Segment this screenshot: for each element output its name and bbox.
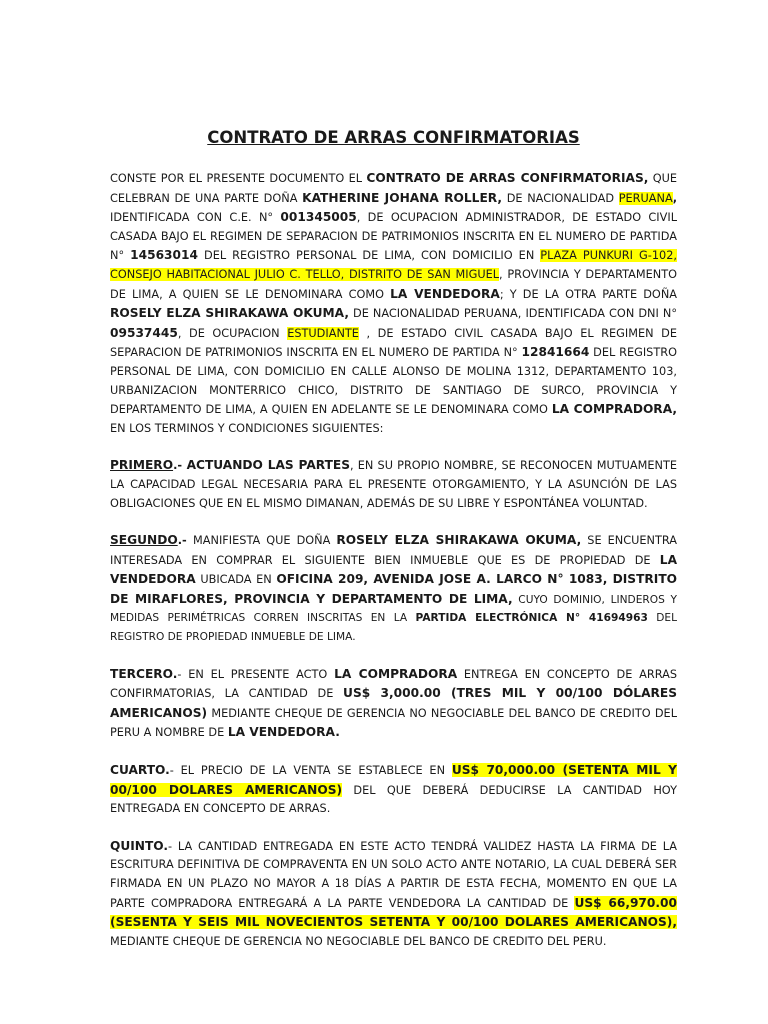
clause-tercero-buyer: LA COMPRADORA [334, 666, 458, 681]
intro-text-11: , DE ESTADO CIVIL CASADA BAJO EL REGIMEN DE SEPARACION DE PATRIMONIOS INSCRITA EN EL NUMERO DE PARTIDA N° [110, 326, 677, 360]
clause-quinto-sep: - [168, 839, 178, 853]
document-page [110, 128, 677, 969]
seller-nationality-highlight: PERUANA [618, 191, 673, 205]
clause-tercero-seller: LA VENDEDORA. [227, 725, 340, 740]
intro-text-5: , DE OCUPACION ADMINISTRADOR, DE ESTADO CIVIL CASADA BAJO EL REGIMEN DE SEPARACION DE PATRIMONIOS INSCRITA EN EL NUMERO DE PARTIDA N° [110, 211, 677, 263]
clause-quinto-heading: QUINTO. [110, 838, 169, 853]
clause-cuarto-price-highlight: US$ 70,000.00 (SETENTA MIL Y 00/100 DOLARES AMERICANOS) [110, 763, 678, 797]
buyer-dni-number: 09537445 [110, 325, 178, 340]
clause-quinto-text-1: LA CANTIDAD ENTREGADA EN ESTE ACTO TENDRÁ VALIDEZ HASTA LA FIRMA DE LA ESCRITURA DEFINITIVA DE COMPRAVENTA EN UN SOLO ACTO ANTE NOTARIO, LA CUAL DEBERÁ SER FIRMADA EN UN PLAZO NO MAYOR A 18 DÍAS A PARTIR DE ESTA FECHA, MOMENTO EN QUE LA PARTE COMPRADORA ENTREGARÁ A LA PARTE VENDEDORA LA CANTIDAD DE [110, 839, 677, 910]
clause-segundo-heading: SEGUNDO [110, 533, 178, 548]
clause-primero-heading: PRIMERO [110, 458, 174, 473]
clause-segundo-partida: PARTIDA ELECTRÓNICA N° 41694963 [415, 612, 648, 625]
intro-text-10: , DE OCUPACION [177, 326, 288, 340]
clause-quinto-amount-highlight: US$ 66,970.00 (SESENTA Y SEIS MIL NOVECIENTOS SETENTA Y 00/100 DOLARES AMERICANOS), [110, 895, 677, 930]
clause-tercero-text-1: EN EL PRESENTE ACTO [188, 667, 335, 681]
clause-segundo [110, 531, 677, 647]
clause-tercero-text-3: MEDIANTE CHEQUE DE GERENCIA NO NEGOCIABLE DEL BANCO DE CREDITO DEL PERU A NOMBRE DE [110, 706, 677, 740]
intro-text-2: QUE CELEBRAN DE UNA PARTE DOÑA [110, 172, 678, 205]
clause-primero-text: , EN SU PROPIO NOMBRE, SE RECONOCEN MUTUAMENTE LA CAPACIDAD LEGAL NECESARIA PARA EL PRESENTE OTORGAMIENTO, Y LA ASUNCIÓN DE LAS OBLIGACIONES QUE EN EL MISMO DIMANAN, ADEMÁS DE SU LIBRE Y ESPONTÁNEA VOLUNTAD. [110, 459, 677, 510]
clause-segundo-text-4: CUYO DOMINIO, LINDEROS Y MEDIDAS PERIMÉTRICAS CORREN INSCRITAS EN LA [110, 593, 677, 625]
clause-cuarto-text-2: DEL QUE DEBERÁ DEDUCIRSE LA CANTIDAD HOY ENTREGADA EN CONCEPTO DE ARRAS. [110, 783, 677, 816]
intro-text-3: DE NACIONALIDAD [502, 191, 619, 205]
clause-tercero [110, 665, 677, 743]
clause-cuarto-sep: - [169, 764, 181, 778]
clause-segundo-seller: LA VENDEDORA [110, 552, 677, 587]
clause-tercero-text-2: ENTREGA EN CONCEPTO DE ARRAS CONFIRMATORIAS, LA CANTIDAD DE [110, 667, 677, 701]
clause-quinto [110, 837, 677, 952]
clause-segundo-sep: .- [177, 534, 194, 548]
intro-comma: , [672, 191, 678, 205]
clause-primero-sep: .- [173, 459, 187, 473]
clause-primero-bold: ACTUANDO LAS PARTES [186, 458, 350, 473]
intro-text-13: EN LOS TERMINOS Y CONDICIONES SIGUIENTES: [110, 421, 384, 435]
clause-cuarto-text-1: EL PRECIO DE LA VENTA SE ESTABLECE EN [180, 764, 452, 778]
clause-segundo-text-3: UBICADA EN [195, 573, 277, 587]
intro-paragraph [110, 169, 677, 438]
clause-tercero-amount: US$ 3,000.00 (TRES MIL Y 00/100 DÓLARES AMERICANOS) [110, 686, 677, 720]
clause-primero [110, 456, 677, 513]
clause-segundo-text-1: MANIFIESTA QUE DOÑA [193, 534, 337, 548]
intro-contract-name: CONTRATO DE ARRAS CONFIRMATORIAS, [366, 171, 649, 185]
seller-partida-number: 14563014 [130, 248, 198, 263]
buyer-occupation-highlight: ESTUDIANTE [287, 326, 359, 340]
buyer-name: ROSELY ELZA SHIRAKAWA OKUMA, [110, 306, 349, 321]
clause-segundo-text-2: SE ENCUENTRA INTERESADA EN COMPRAR EL SIGUIENTE BIEN INMUEBLE QUE ES DE PROPIEDAD DE [110, 534, 677, 567]
intro-text-7: , PROVINCIA Y DEPARTAMENTO DE LIMA, A QUIEN SE LE DENOMINARA COMO [110, 267, 677, 301]
seller-address-highlight: PLAZA PUNKURI G-102, CONSEJO HABITACIONAL JULIO C. TELLO, DISTRITO DE SAN MIGUEL [110, 249, 677, 281]
intro-text-6: DEL REGISTRO PERSONAL DE LIMA, CON DOMICILIO EN [197, 249, 541, 263]
clause-tercero-sep: - [177, 667, 189, 681]
buyer-role-label: LA COMPRADORA, [551, 402, 677, 417]
clause-quinto-text-2: MEDIANTE CHEQUE DE GERENCIA NO NEGOCIABLE DEL BANCO DE CREDITO DEL PERU. [110, 934, 607, 948]
intro-text-4: IDENTIFICADA CON C.E. N° [110, 211, 281, 225]
clause-tercero-heading: TERCERO. [110, 666, 178, 681]
seller-name: KATHERINE JOHANA ROLLER, [302, 190, 503, 205]
clause-segundo-property: OFICINA 209, AVENIDA JOSE A. LARCO N° 1083, DISTRITO DE MIRAFLORES, PROVINCIA Y DEPARTAMENTO DE LIMA, [110, 572, 677, 606]
intro-text-8: ; Y DE LA OTRA PARTE DOÑA [499, 287, 678, 301]
intro-text-9: DE NACIONALIDAD PERUANA, IDENTIFICADA CON DNI N° [348, 307, 677, 321]
buyer-partida-number: 12841664 [521, 345, 590, 360]
intro-text-1: CONSTE POR EL PRESENTE DOCUMENTO EL [110, 172, 367, 185]
clause-segundo-buyer: ROSELY ELZA SHIRAKAWA OKUMA, [336, 533, 582, 548]
clause-cuarto [110, 761, 677, 819]
intro-text-12: DEL REGISTRO PERSONAL DE LIMA, CON DOMICILIO EN CALLE ALONSO DE MOLINA 1312, DEPARTAMENTO 103, URBANIZACION MONTERRICO CHICO, DISTRITO DE SANTIAGO DE SURCO, PROVINCIA Y DEPARTAMENTO DE LIMA, A QUIEN EN ADELANTE SE LE DENOMINARA COMO [110, 346, 677, 417]
seller-ce-number: 001345005 [280, 210, 357, 225]
document-title: CONTRATO DE ARRAS CONFIRMATORIAS [207, 128, 580, 147]
seller-role-label: LA VENDEDORA [390, 286, 500, 301]
clause-cuarto-heading: CUARTO. [110, 763, 170, 778]
clause-segundo-text-5: DEL REGISTRO DE PROPIEDAD INMUEBLE DE LIMA. [110, 612, 677, 644]
